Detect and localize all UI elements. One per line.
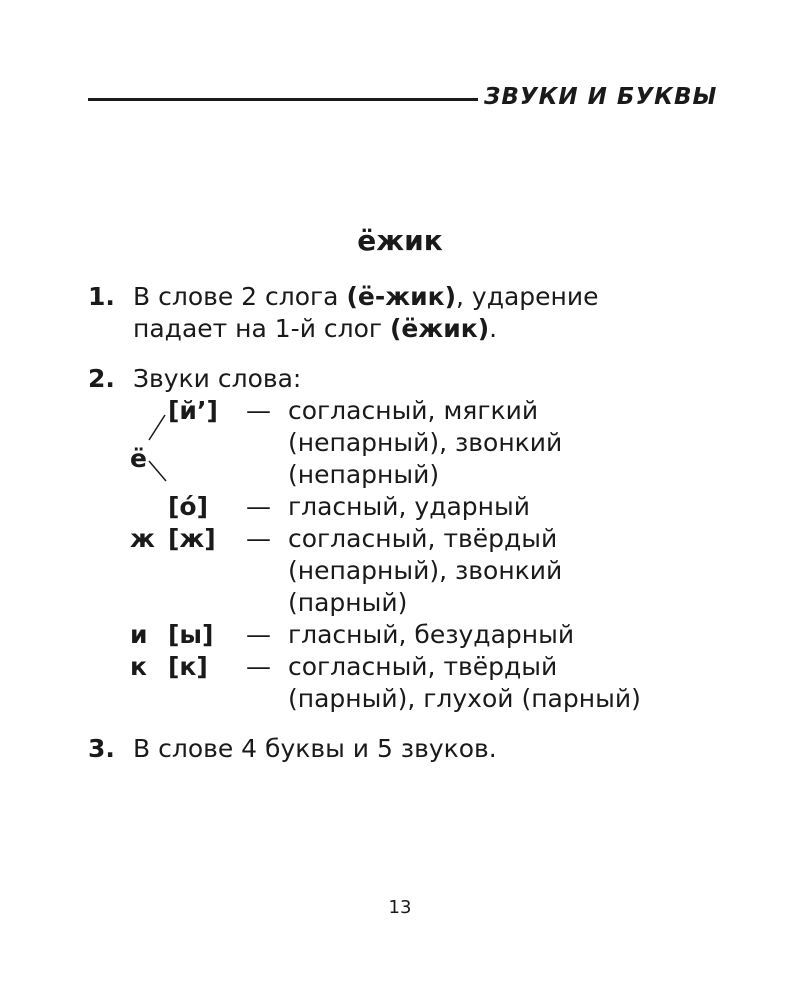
item-2-number: 2. (88, 364, 115, 393)
item-1-line-2: падает на 1-й слог (ёжик). (133, 314, 498, 343)
sound-2-desc-line-2: (непарный), звонкий (288, 556, 563, 585)
sound-1: [о́] (168, 492, 209, 521)
sound-2: [ж] (168, 524, 216, 553)
sound-4-desc-line-2: (парный), глухой (парный) (288, 684, 641, 713)
sound-2-letter: ж (130, 524, 155, 553)
sound-3-letter: и (130, 620, 148, 649)
sound-4: [к] (168, 652, 208, 681)
sound-4-dash: — (246, 652, 271, 681)
sound-2-desc-line-3: (парный) (288, 588, 408, 617)
word-title: ёжик (357, 224, 443, 257)
split-letter: ё (130, 444, 147, 473)
sound-3: [ы] (168, 620, 214, 649)
page-number: 13 (388, 897, 412, 918)
sound-1-desc-line-1: гласный, ударный (288, 492, 531, 521)
item-3-text: В слове 4 буквы и 5 звуков. (133, 734, 497, 763)
item-1-number: 1. (88, 282, 115, 311)
sound-4-letter: к (130, 652, 147, 681)
sound-0-desc-line-3: (непарный) (288, 460, 440, 489)
running-header: ЗВУКИ И БУКВЫ (484, 84, 718, 110)
item-3-number: 3. (88, 734, 115, 763)
sound-0-dash: — (246, 396, 271, 425)
sound-3-dash: — (246, 620, 271, 649)
sound-0-desc-line-2: (непарный), звонкий (288, 428, 563, 457)
sound-2-desc-line-1: согласный, твёрдый (288, 524, 558, 553)
sound-0: [й’] (168, 396, 218, 425)
sound-1-dash: — (246, 492, 271, 521)
sound-3-desc-line-1: гласный, безударный (288, 620, 575, 649)
item-2-title: Звуки слова: (133, 364, 302, 393)
item-1-line-1: В слове 2 слога (ё-жик), ударение (133, 282, 599, 311)
sound-4-desc-line-1: согласный, твёрдый (288, 652, 558, 681)
sound-0-desc-line-1: согласный, мягкий (288, 396, 539, 425)
sound-2-dash: — (246, 524, 271, 553)
